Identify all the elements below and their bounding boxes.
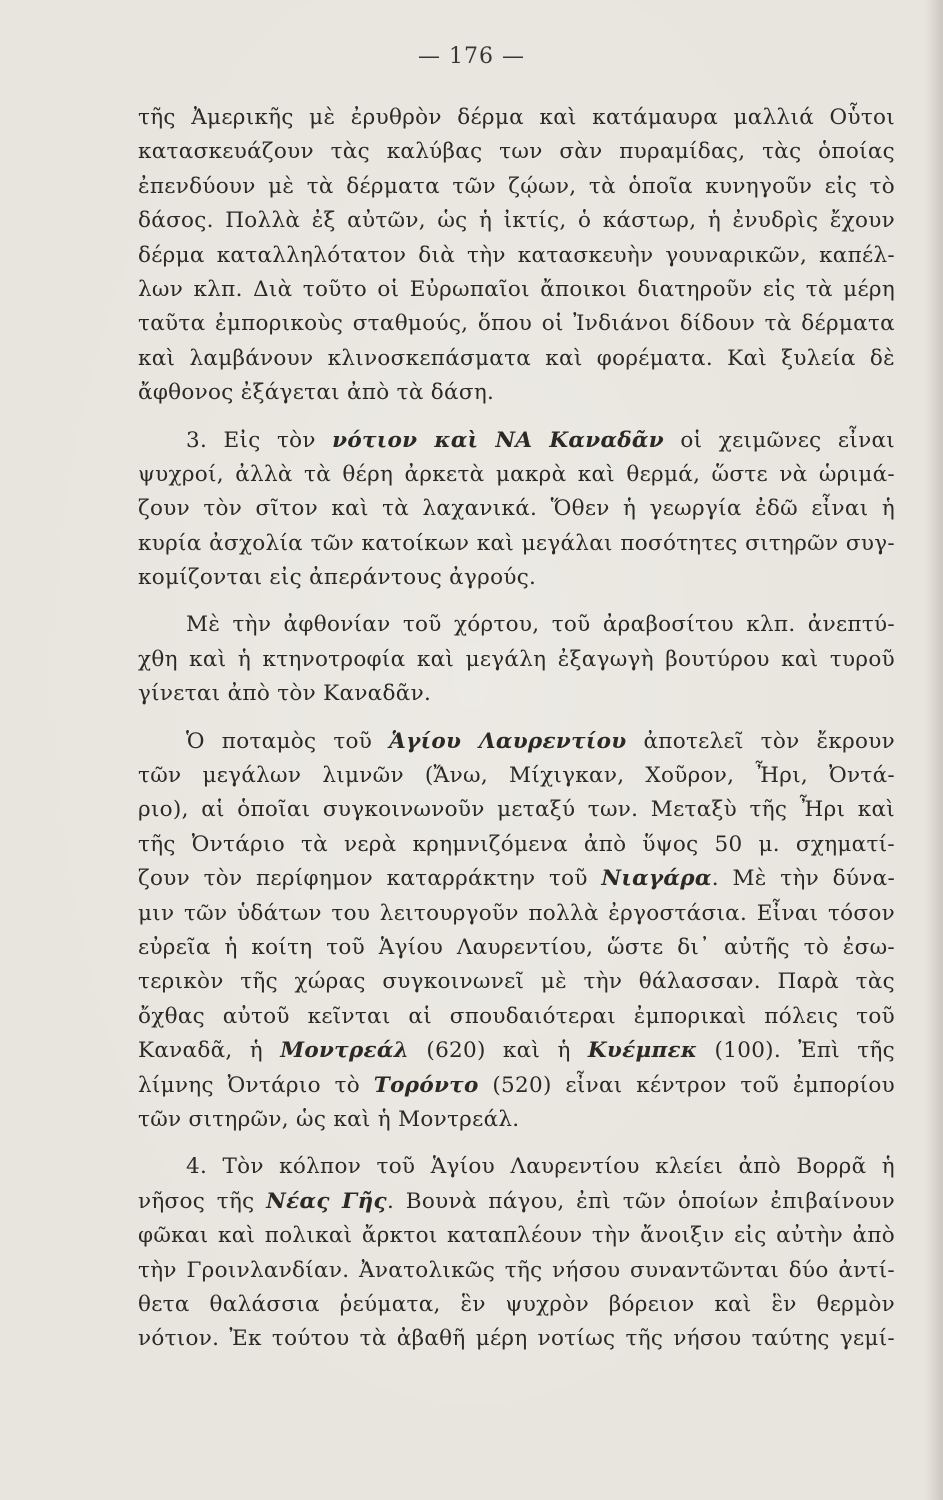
text-line: τῆς Ἀμερικῆς μὲ ἐρυθρὸν δέρμα καὶ κατάμαυρα μαλλιά Οὗτοι — [138, 105, 895, 130]
text-line: γίνεται ἀπὸ τὸν Καναδᾶν. — [138, 681, 432, 707]
text-line: κυρία ἀσχολία τῶν κατοίκων καὶ μεγάλαι ποσότητες σιτηρῶν συγ- — [138, 530, 895, 556]
text-line: 3. Εἰς τὸν νότιον καὶ ΝΑ Καναδᾶν οἱ χειμῶνες εἶναι — [186, 427, 895, 453]
page-body — [138, 101, 895, 1357]
text-line: νῆσος τῆς Νέας Γῆς. Βουνὰ πάγου, ἐπὶ τῶν ὁποίων ἐπιβαίνουν — [138, 1188, 895, 1214]
page-number: — 176 — — [418, 44, 525, 69]
text-line: θετα θαλάσσια ῥεύματα, ἓν ψυχρὸν βόρειον καὶ ἓν θερμὸν — [138, 1291, 895, 1317]
text-line: τῆς Ὀντάριο τὰ νερὰ κρημνιζόμενα ἀπὸ ὕψος 50 μ. σχηματί- — [138, 831, 895, 857]
text-line: λίμνης Ὀντάριο τὸ Τορόντο (520) εἶναι κέντρον τοῦ ἐμπορίου — [138, 1072, 895, 1098]
text-line: Μὲ τὴν ἀφθονίαν τοῦ χόρτου, τοῦ ἀραβοσίτου κλπ. ἀνεπτύ- — [186, 612, 895, 638]
text-line: λων κλπ. Διὰ τοῦτο οἱ Εὐρωπαῖοι ἄποικοι διατηροῦν εἰς τὰ μέρη — [138, 276, 895, 302]
text-line: ψυχροί, ἀλλὰ τὰ θέρη ἀρκετὰ μακρὰ καὶ θερμά, ὥστε νὰ ὡριμά- — [138, 461, 895, 487]
paragraph — [138, 424, 895, 596]
text-line: 4. Τὸν κόλπον τοῦ Ἁγίου Λαυρεντίου κλείει ἀπὸ Βορρᾶ ἡ — [186, 1154, 895, 1180]
text-line: τὴν Γροινλανδίαν. Ἀνατολικῶς τῆς νήσου συναντῶνται δύο ἀντί- — [138, 1257, 895, 1283]
text-line: μιν τῶν ὑδάτων του λειτουργοῦν πολλὰ ἐργοστάσια. Εἶναι τόσον — [138, 900, 895, 926]
text-line: Ὁ ποταμὸς τοῦ Ἁγίου Λαυρεντίου ἀποτελεῖ τὸν ἔκρουν — [186, 728, 895, 754]
text-line: δάσος. Πολλὰ ἐξ αὐτῶν, ὡς ἡ ἰκτίς, ὁ κάστωρ, ἡ ἐνυδρὶς ἔχουν — [138, 208, 895, 234]
text-line: δέρμα καταλληλότατον διὰ τὴν κατασκευὴν γουναρικῶν, καπέλ- — [138, 242, 895, 268]
text-line: ἄφθονος ἐξάγεται ἀπὸ τὰ δάση. — [138, 380, 495, 406]
paragraph — [138, 101, 895, 411]
text-line: εὐρεῖα ἡ κοίτη τοῦ Ἁγίου Λαυρεντίου, ὥστε δι᾿ αὐτῆς τὸ ἐσω- — [138, 934, 895, 960]
text-line: κατασκευάζουν τὰς καλύβας των σὰν πυραμίδας, τὰς ὁποίας — [138, 139, 895, 165]
text-line: νότιον. Ἐκ τούτου τὰ ἀβαθῆ μέρη νοτίως τῆς νήσου ταύτης γεμί- — [138, 1326, 895, 1352]
text-line: ὄχθας αὐτοῦ κεῖνται αἱ σπουδαιότεραι ἐμπορικαὶ πόλεις τοῦ — [138, 1003, 895, 1029]
text-line: ριο), αἱ ὁποῖαι συγκοινωνοῦν μεταξύ των. Μεταξὺ τῆς Ἦρι καὶ — [138, 797, 895, 823]
text-line: Καναδᾶ, ἡ Μοντρεάλ (620) καὶ ἡ Κυέμπεκ (100). Ἐπὶ τῆς — [138, 1038, 895, 1064]
paragraph — [138, 725, 895, 1138]
text-line: φῶκαι καὶ πολικαὶ ἄρκτοι καταπλέουν τὴν ἄνοιξιν εἰς αὐτὴν ἀπὸ — [138, 1223, 895, 1249]
page-edge-shadow — [925, 0, 943, 1500]
text-line: τερικὸν τῆς χώρας συγκοινωνεῖ μὲ τὴν θάλασσαν. Παρὰ τὰς — [138, 969, 895, 995]
text-line: ταῦτα ἐμπορικοὺς σταθμούς, ὅπου οἱ Ἰνδιάνοι δίδουν τὰ δέρματα — [138, 311, 895, 337]
paragraph — [138, 1150, 895, 1356]
text-line: τῶν σιτηρῶν, ὡς καὶ ἡ Μοντρεάλ. — [138, 1106, 520, 1132]
text-line: χθη καὶ ἡ κτηνοτροφία καὶ μεγάλη ἐξαγωγὴ βουτύρου καὶ τυροῦ — [138, 646, 895, 672]
paragraph — [138, 608, 895, 711]
text-line: τῶν μεγάλων λιμνῶν (Ἄνω, Μίχιγκαν, Χοῦρον, Ἦρι, Ὀντά- — [138, 763, 895, 789]
text-line: καὶ λαμβάνουν κλινοσκεπάσματα καὶ φορέματα. Καὶ ξυλεία δὲ — [138, 345, 895, 371]
text-line: ἐπενδύουν μὲ τὰ δέρματα τῶν ζῴων, τὰ ὁποῖα κυνηγοῦν εἰς τὸ — [138, 173, 895, 199]
text-line: ζουν τὸν σῖτον καὶ τὰ λαχανικά. Ὅθεν ἡ γεωργία ἐδῶ εἶναι ἡ — [138, 496, 895, 522]
text-line: κομίζονται εἰς ἀπεράντους ἀγρούς. — [138, 565, 537, 591]
text-line: ζουν τὸν περίφημον καταρράκτην τοῦ Νιαγάρα. Μὲ τὴν δύνα- — [138, 866, 896, 892]
